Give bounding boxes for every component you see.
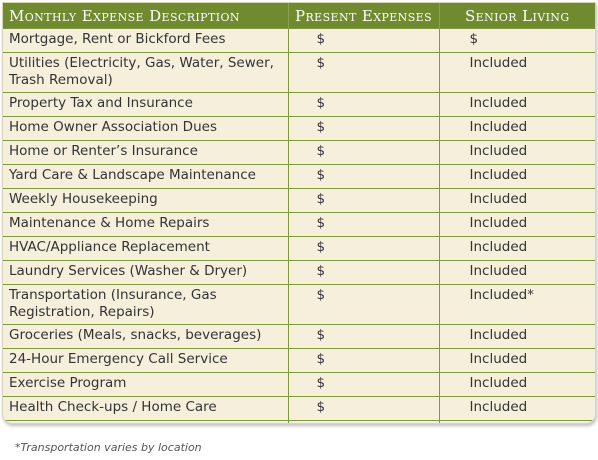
table-row <box>3 165 595 189</box>
senior-living-cell <box>439 421 595 425</box>
header-row <box>3 3 595 29</box>
senior-living-cell: Included <box>439 165 595 189</box>
senior-living-cell: Included <box>439 189 595 213</box>
expense-description-cell: Home or Renter’s Insurance <box>3 141 288 165</box>
present-expense-cell: $ <box>288 213 439 237</box>
expense-description-cell: Property Tax and Insurance <box>3 93 288 117</box>
expense-description-cell: Laundry Services (Washer & Dryer) <box>3 261 288 285</box>
expense-description-cell: Yard Care & Landscape Maintenance <box>3 165 288 189</box>
expense-description-cell: Health Check-ups / Home Care <box>3 397 288 421</box>
senior-living-cell: Included <box>439 349 595 373</box>
present-expense-cell: $ <box>288 285 439 325</box>
present-expense-cell: $ <box>288 165 439 189</box>
table-row <box>3 213 595 237</box>
senior-living-cell: $ <box>439 29 595 53</box>
present-expense-cell: $ <box>288 237 439 261</box>
table-row <box>3 349 595 373</box>
expense-description-cell: Maintenance & Home Repairs <box>3 213 288 237</box>
table-row <box>3 29 595 53</box>
senior-living-cell: Included <box>439 93 595 117</box>
expense-table-panel <box>2 2 596 424</box>
expense-description-cell: Mortgage, Rent or Bickford Fees <box>3 29 288 53</box>
table-row <box>3 189 595 213</box>
senior-living-cell: Included <box>439 373 595 397</box>
present-expense-cell: $ <box>288 117 439 141</box>
senior-living-cell: Included <box>439 237 595 261</box>
present-expense-cell: $ <box>288 29 439 53</box>
senior-living-cell: Included <box>439 117 595 141</box>
senior-living-cell: Included <box>439 53 595 93</box>
table-body <box>3 29 595 425</box>
table-row <box>3 285 595 325</box>
expense-description-cell: 24-Hour Emergency Call Service <box>3 349 288 373</box>
senior-living-cell: Included <box>439 397 595 421</box>
expense-description-cell: Exercise Program <box>3 373 288 397</box>
present-expense-cell: $ <box>288 93 439 117</box>
senior-living-cell: Included <box>439 261 595 285</box>
expense-description-cell: Groceries (Meals, snacks, beverages) <box>3 325 288 349</box>
senior-living-cell: Included <box>439 141 595 165</box>
table-header <box>3 3 595 29</box>
present-expense-cell: $ <box>288 189 439 213</box>
table-row <box>3 53 595 93</box>
present-expense-cell: $ <box>288 349 439 373</box>
table-row <box>3 237 595 261</box>
present-expense-cell: $ <box>288 397 439 421</box>
expense-description-cell: Weekly Housekeeping <box>3 189 288 213</box>
header-description: Monthly Expense Description <box>3 3 288 29</box>
table-row <box>3 261 595 285</box>
table-row <box>3 325 595 349</box>
table-row <box>3 93 595 117</box>
senior-living-cell: Included <box>439 325 595 349</box>
table-row <box>3 421 595 425</box>
expense-description-cell: Utilities (Electricity, Gas, Water, Sewer, Trash Removal) <box>3 53 288 93</box>
present-expense-cell: $ <box>288 261 439 285</box>
present-expense-cell <box>288 421 439 425</box>
header-present-expenses: Present Expenses <box>288 3 439 29</box>
expense-description-cell <box>3 421 288 425</box>
senior-living-cell: Included <box>439 213 595 237</box>
footnote: *Transportation varies by location <box>15 441 202 454</box>
present-expense-cell: $ <box>288 141 439 165</box>
present-expense-cell: $ <box>288 373 439 397</box>
present-expense-cell: $ <box>288 325 439 349</box>
header-senior-living: Senior Living <box>439 3 595 29</box>
expense-description-cell: HVAC/Appliance Replacement <box>3 237 288 261</box>
expense-comparison-table <box>3 3 595 424</box>
expense-description-cell: Home Owner Association Dues <box>3 117 288 141</box>
table-row <box>3 373 595 397</box>
present-expense-cell: $ <box>288 53 439 93</box>
table-row <box>3 117 595 141</box>
expense-description-cell: Transportation (Insurance, Gas Registration, Repairs) <box>3 285 288 325</box>
table-row <box>3 141 595 165</box>
table-row <box>3 397 595 421</box>
senior-living-cell: Included* <box>439 285 595 325</box>
